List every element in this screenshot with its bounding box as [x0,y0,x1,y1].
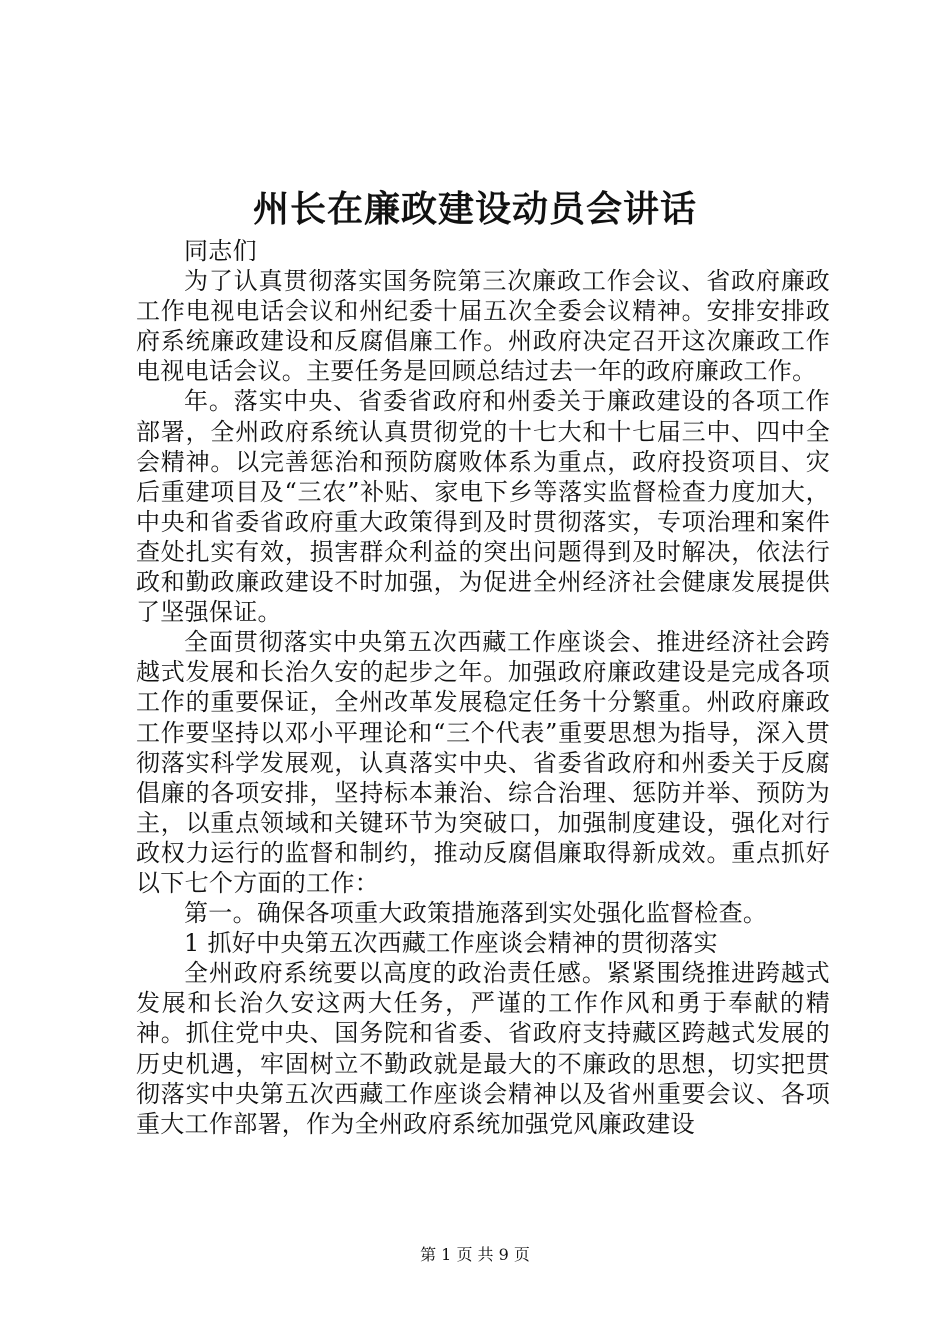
paragraph-salutation: 同志们 [184,237,257,265]
page-footer: 第 1 页 共 9 页 [420,1245,530,1264]
document-title: 州长在廉政建设动员会讲话 [252,188,697,230]
paragraph-intro: 为了认真贯彻落实国务院第三次廉政工作会议、省政府廉政工作电视电话会议和州纪委十届五次全委会议精神。安排安排政府系统廉政建设和反腐倡廉工作。州政府决定召开这次廉政工作电视电话会议。主要任务是回顾总结过去一年的政府廉政工作。 [136,267,830,386]
paragraph-body: 全州政府系统要以高度的政治责任感。紧紧围绕推进跨越式发展和长治久安这两大任务，严谨的工作作风和勇于奉献的精神。抓住党中央、国务院和省委、省政府支持藏区跨越式发展的历史机遇，牢固树立不勤政就是最大的不廉政的思想，切实把贯彻落实中央第五次西藏工作座谈会精神以及省州重要会议、各项重大工作部署，作为全州政府系统加强党风廉政建设 [136,959,830,1138]
paragraph-review: 年。落实中央、省委省政府和州委关于廉政建设的各项工作部署，全州政府系统认真贯彻党的十七大和十七届三中、四中全会精神。以完善惩治和预防腐败体系为重点，政府投资项目、灾后重建项目及“三农”补贴、家电下乡等落实监督检查力度加大，中央和省委省政府重大政策得到及时贯彻落实，专项治理和案件查处扎实有效，损害群众利益的突出问题得到及时解决，依法行政和勤政廉政建设不时加强，为促进全州经济社会健康发展提供了坚强保证。 [136,387,830,627]
paragraph-guidance: 全面贯彻落实中央第五次西藏工作座谈会、推进经济社会跨越式发展和长治久安的起步之年。加强政府廉政建设是完成各项工作的重要保证，全州改革发展稳定任务十分繁重。州政府廉政工作要坚持以邓小平理论和“三个代表”重要思想为指导，深入贯彻落实科学发展观，认真落实中央、省委省政府和州委关于反腐倡廉的各项安排，坚持标本兼治、综合治理、惩防并举、预防为主，以重点领域和关键环节为突破口，加强制度建设，强化对行政权力运行的监督和制约，推动反腐倡廉取得新成效。重点抓好以下七个方面的工作： [136,628,830,897]
paragraph-subheading: 1 抓好中央第五次西藏工作座谈会精神的贯彻落实 [184,929,718,958]
paragraph-section-heading: 第一。确保各项重大政策措施落到实处强化监督检查。 [184,899,768,928]
document-body [136,236,830,1139]
